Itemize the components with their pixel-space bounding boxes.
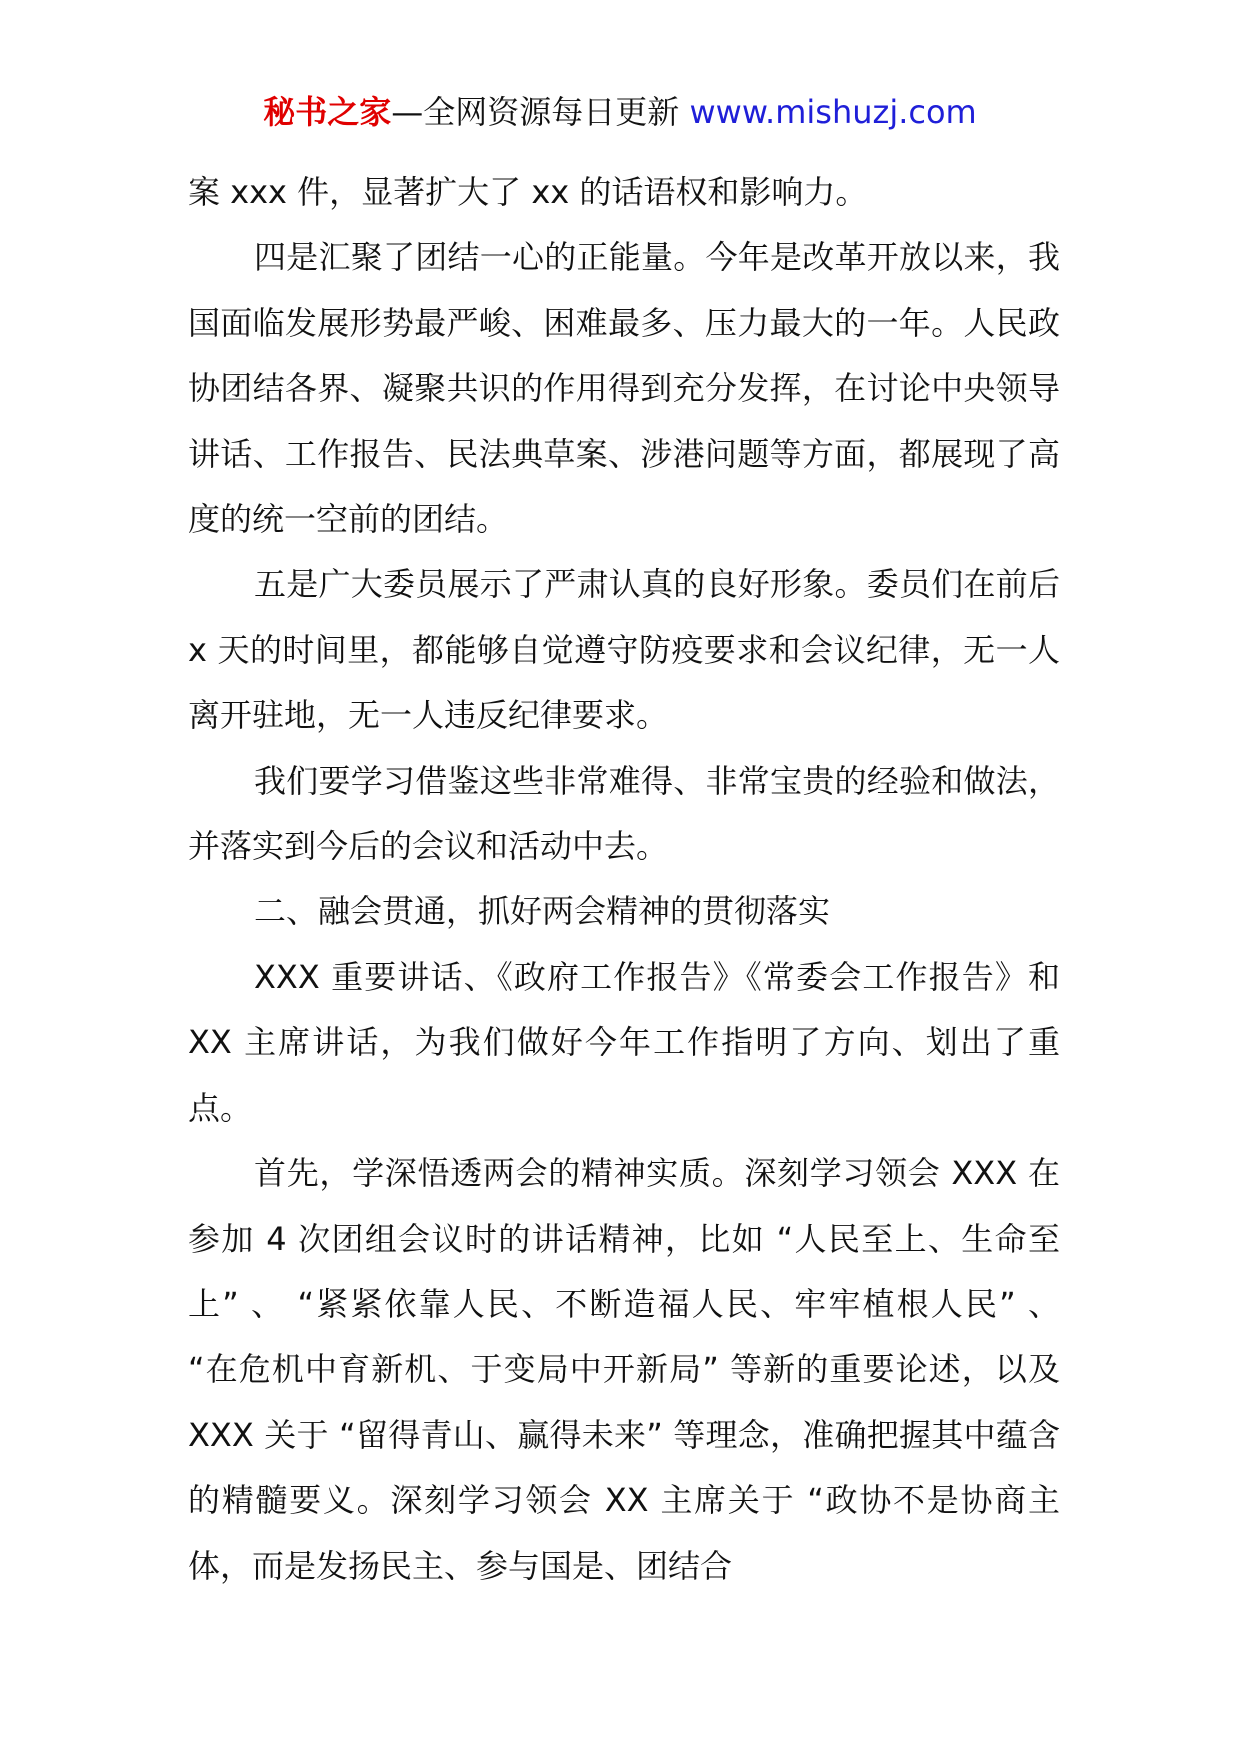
document-body (188, 160, 1060, 1599)
site-header (0, 90, 1240, 134)
paragraph-continuation: 案 xxx 件，显著扩大了 xx 的话语权和影响力。 (188, 173, 868, 211)
paragraph-summary: 我们要学习借鉴这些非常难得、非常宝贵的经验和做法，并落实到今后的会议和活动中去。 (188, 761, 1060, 866)
paragraph-first-point: 首先，学深悟透两会的精神实质。深刻学习领会 XXX 在参加 4 次团组会议时的讲话精神，比如 “人民至上、生命至上” 、 “紧紧依靠人民、不断造福人民、牢牢植根人民” 、 “在危机中育新机、于变局中开新局” 等新的重要论述，以及 XXX 关于 “留得青山、赢得未来” 等理念，准确把握其中蕴含的精髓要义。深刻学习领会 XX 主席关于 “政协不是协商主体，而是发扬民主、参与国是、团结合 (188, 1154, 1060, 1585)
brand-name: 秘书之家 (263, 93, 392, 131)
header-tagline: —全网资源每日更新 (391, 93, 680, 131)
paragraph-section-intro: XXX 重要讲话、《政府工作报告》《常委会工作报告》和 XX 主席讲话，为我们做好今年工作指明了方向、划出了重点。 (188, 957, 1060, 1127)
section-heading: 二、融会贯通，抓好两会精神的贯彻落实 (254, 892, 831, 931)
paragraph-point-four: 四是汇聚了团结一心的正能量。今年是改革开放以来，我国面临发展形势最严峻、困难最多、压力最大的一年。人民政协团结各界、凝聚共识的作用得到充分发挥，在讨论中央领导讲话、工作报告、民法典草案、涉港问题等方面，都展现了高度的统一空前的团结。 (188, 238, 1060, 539)
site-url-link[interactable]: www.mishuzj.com (689, 93, 977, 131)
paragraph-point-five: 五是广大委员展示了严肃认真的良好形象。委员们在前后 x 天的时间里，都能够自觉遵守防疫要求和会议纪律，无一人离开驻地，无一人违反纪律要求。 (188, 565, 1060, 735)
